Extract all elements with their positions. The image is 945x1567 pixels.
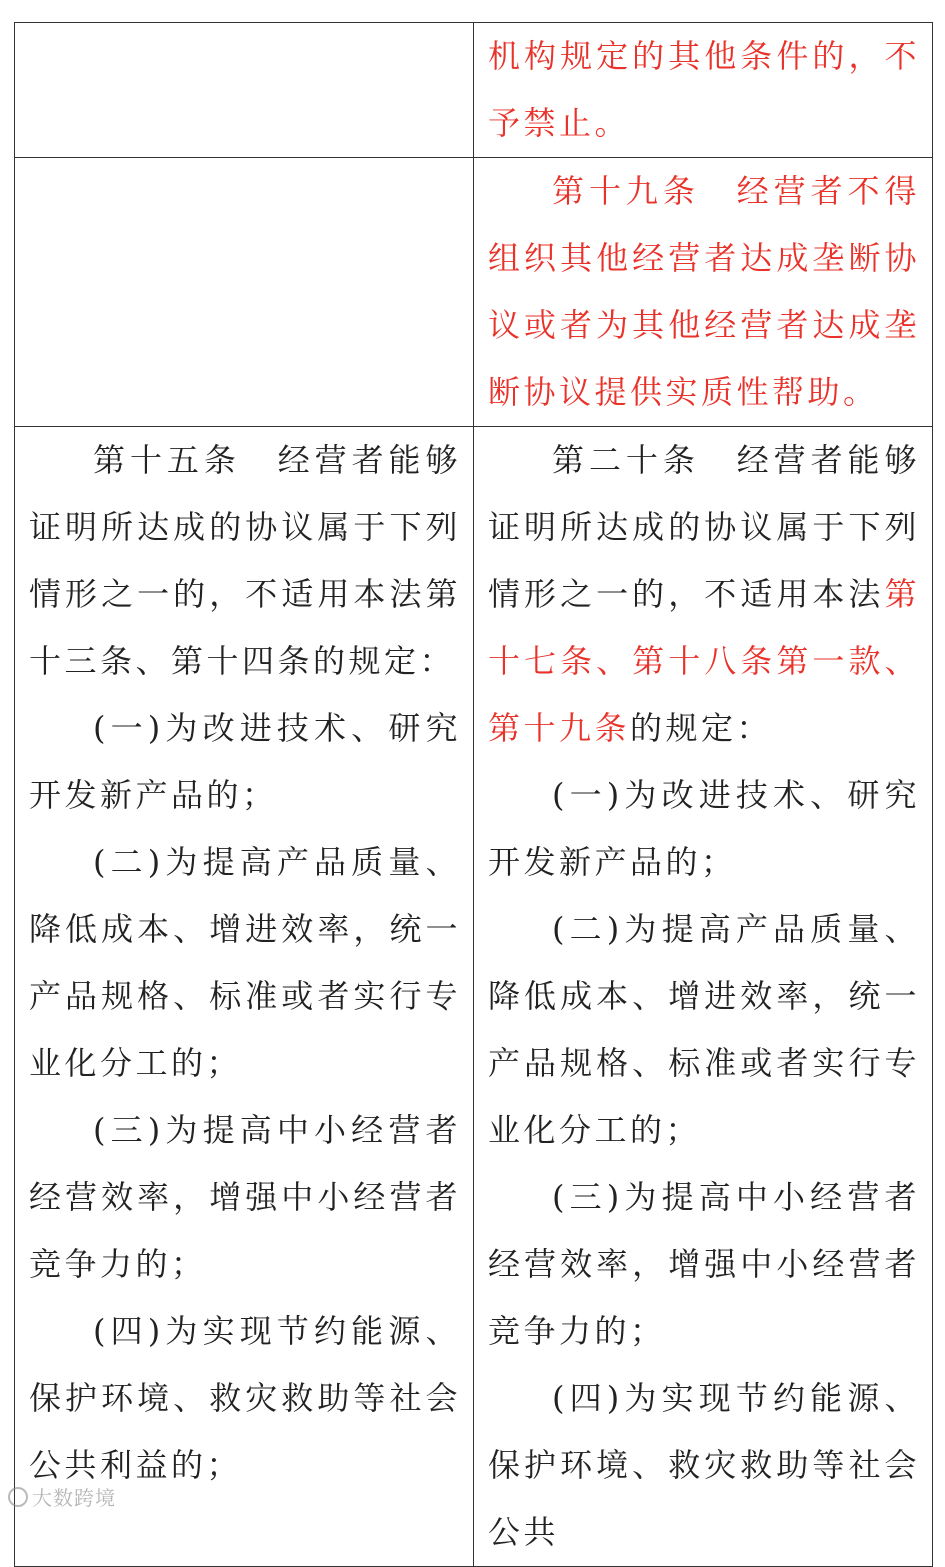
- table-cell-left: [15, 23, 474, 158]
- table-body: [15, 23, 933, 1567]
- text-segment: (三)为提高中小经营者经营效率，增强中小经营者竞争力的；: [29, 1111, 461, 1283]
- text-segment: 的规定：: [630, 709, 773, 747]
- paragraph: [29, 1097, 461, 1298]
- paragraph: [488, 427, 920, 762]
- comparison-table: [14, 22, 933, 1567]
- text-segment: 第十五条 经营者能够证明所达成的协议属于下列情形之一的，不适用本法第十三条、第十四条的规定：: [29, 441, 461, 680]
- text-segment: (一)为改进技术、研究开发新产品的；: [29, 709, 461, 814]
- text-segment: (二)为提高产品质量、降低成本、增进效率，统一产品规格、标准或者实行专业化分工的；: [488, 910, 920, 1149]
- table-cell-right: [474, 158, 933, 427]
- highlighted-text: 第十七条、第十八条第一款、第十九条: [488, 575, 920, 747]
- watermark-logo-icon: [8, 1487, 28, 1507]
- table-row: [15, 427, 933, 1567]
- table-row: [15, 23, 933, 158]
- paragraph: [29, 829, 461, 1097]
- paragraph: [488, 1164, 920, 1365]
- table-cell-left: [15, 158, 474, 427]
- paragraph: [488, 762, 920, 896]
- paragraph: [488, 1365, 920, 1566]
- table-cell-left: [15, 427, 474, 1567]
- table-cell-right: [474, 23, 933, 158]
- paragraph: [488, 158, 920, 426]
- table-row: [15, 158, 933, 427]
- text-segment: (一)为改进技术、研究开发新产品的；: [488, 776, 920, 881]
- text-segment: (四)为实现节约能源、保护环境、救灾救助等社会公共利益的；: [29, 1312, 461, 1484]
- table-cell-right: [474, 427, 933, 1567]
- paragraph: [29, 695, 461, 829]
- paragraph: [29, 427, 461, 695]
- text-segment: (三)为提高中小经营者经营效率，增强中小经营者竞争力的；: [488, 1178, 920, 1350]
- watermark-text: 大数跨境: [32, 1486, 116, 1510]
- paragraph: [29, 1298, 461, 1499]
- text-segment: (四)为实现节约能源、保护环境、救灾救助等社会公共: [488, 1379, 920, 1551]
- text-segment: (二)为提高产品质量、降低成本、增进效率，统一产品规格、标准或者实行专业化分工的；: [29, 843, 461, 1082]
- watermark: [8, 1482, 116, 1511]
- text-segment: 第二十条 经营者能够证明所达成的协议属于下列情形之一的，不适用本法: [488, 441, 920, 613]
- highlighted-text: 机构规定的其他条件的，不予禁止。: [488, 37, 920, 142]
- highlighted-text: 第十九条 经营者不得组织其他经营者达成垄断协议或者为其他经营者达成垄断协议提供实质性帮助。: [488, 172, 920, 411]
- paragraph: [488, 896, 920, 1164]
- paragraph: [488, 23, 920, 157]
